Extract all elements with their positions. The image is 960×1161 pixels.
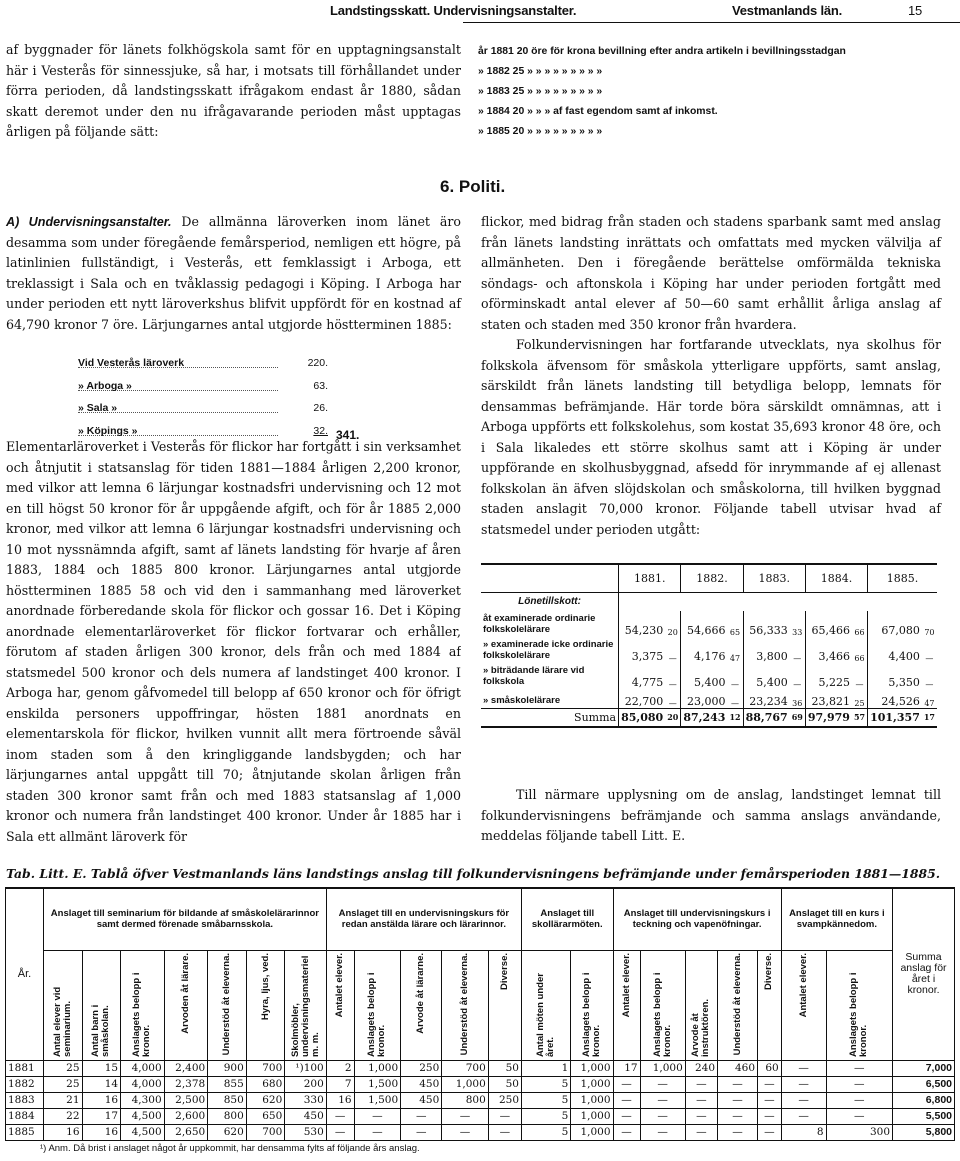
salary-row	[481, 611, 937, 637]
footnote: ¹) Anm. Då brist i anslaget något år uppkommit, har densamma fylts af följande års anslag.	[40, 1143, 420, 1154]
salary-sum-row	[481, 708, 937, 727]
data-cell: 50	[488, 1060, 521, 1076]
data-cell: —	[685, 1076, 717, 1092]
table-row	[6, 1060, 955, 1076]
tax-lines	[478, 42, 958, 142]
data-cell: 2,400	[164, 1060, 208, 1076]
group-header: Anslaget till en kurs i svampkännedom.	[781, 888, 892, 950]
table-row	[6, 1092, 955, 1108]
tax-line: » 1884 20 » » » af fast egendom samt af inkomst.	[478, 106, 718, 117]
year-header: 1885.	[886, 571, 919, 585]
table-row	[6, 1124, 955, 1140]
salary-value: 54,666	[686, 624, 726, 637]
sum-cell: 5,500	[893, 1108, 955, 1124]
data-cell: 4,500	[121, 1124, 165, 1140]
data-cell: —	[401, 1108, 442, 1124]
running-header-right: Vestmanlands län.	[732, 3, 843, 18]
salary-sum-fraction: 12	[727, 708, 743, 727]
column-header: Hyra, ljus, ved.	[246, 950, 285, 1060]
salary-value: 23,000	[686, 694, 726, 708]
data-cell: 7	[326, 1076, 354, 1092]
group-header: Anslaget till undervisningskurs i teckning och vapenöfningar.	[613, 888, 781, 950]
salary-value: 3,375	[631, 650, 664, 663]
year-header: 1882.	[681, 564, 743, 592]
column-header: Antal möten under året.	[522, 950, 571, 1060]
data-cell: 15	[82, 1060, 121, 1076]
column-header: Antalet elever.	[326, 950, 354, 1060]
tax-line: » 1883 25 » » » » » » » » »	[478, 86, 603, 97]
data-cell: 4,500	[121, 1108, 165, 1124]
table-row	[6, 1076, 955, 1092]
salary-fraction: —	[665, 689, 681, 708]
salary-value: 5,350	[888, 676, 920, 689]
data-cell: —	[640, 1076, 685, 1092]
salary-sum-fraction: 17	[923, 712, 935, 723]
data-cell: 250	[488, 1092, 521, 1108]
salary-row	[481, 689, 937, 708]
year-cell: 1881	[6, 1060, 44, 1076]
data-cell: —	[442, 1108, 489, 1124]
paragraph-text: De allmänna läroverken inom länet äro desamma som under föregående femårsperiod, nemligen ett högre, på latinlinien fullständigt, i Vesterås, ett femklassigt i Arboga, ett treklassigt i Sala och en tvåklassig pedagogi i Köping. I Arboga har under perioden ett nytt läroverkshus blifvit uppfördt för en kostnad af 64,790 kronor 7 öre. Lärjungarnes antal utgjorde höstterminen 1885:	[6, 214, 462, 332]
data-cell: 4,300	[121, 1092, 165, 1108]
column-header: Arvode åt lärarne.	[401, 950, 442, 1060]
right-paragraph-2: Folkundervisningen har fortfarande utvecklats, nya skolhus för folkskola äfvensom för småskola ytterligare uppförts, samt anslag, särskildt från länets landsting till betydliga belopp, lemnats för densammas befrämjande. Här torde böra särskildt omnämnas, att i Arboga uppförts ett folkskolehus, som kostat 35,693 kronor 48 öre, och i Sala likaledes ett större skolhus samt att i Köping är under uppförande en skolhusbyggnad, afsedd för inrymmande af ej allenast folkskolan än äfven slöjdskolan och småskolorna, till hvilken byggnad staden anslagit 70,000 kronor. Följande tabell utvisar hvad af statsmedel under perioden utgått:	[481, 337, 941, 537]
column-header: Anslagets belopp i kronor.	[121, 950, 165, 1060]
salary-sum: 97,979	[807, 710, 850, 724]
data-cell: —	[758, 1092, 782, 1108]
data-cell: —	[781, 1108, 826, 1124]
salary-fraction: 36	[790, 689, 806, 708]
column-header: Anslagets belopp i kronor.	[826, 950, 892, 1060]
data-cell: 850	[208, 1092, 247, 1108]
salary-row-label: åt examinerade ordinarie folkskolelärare	[481, 611, 619, 637]
year-header: 1884.	[805, 564, 867, 592]
column-header: Skolmöbler, undervisningsmateriel m. m.	[285, 950, 326, 1060]
data-cell: 1	[522, 1060, 571, 1076]
section-title: 6. Politi.	[440, 177, 506, 196]
data-cell: 50	[488, 1076, 521, 1092]
data-cell: —	[781, 1076, 826, 1092]
year-cell: 1883	[6, 1092, 44, 1108]
salary-row	[481, 637, 937, 663]
data-cell: —	[354, 1108, 401, 1124]
data-cell: 8	[781, 1124, 826, 1140]
data-cell: 1,000	[354, 1060, 401, 1076]
salary-row	[481, 663, 937, 689]
column-header: Understöd åt eleverna.	[718, 950, 758, 1060]
sum-cell: 7,000	[893, 1060, 955, 1076]
sum-label: Summa	[481, 708, 619, 727]
data-cell: —	[442, 1124, 489, 1140]
data-cell: —	[640, 1092, 685, 1108]
salary-value: 3,466	[818, 650, 850, 663]
data-cell: —	[640, 1108, 685, 1124]
salary-value: 67,080	[881, 624, 920, 637]
salary-fraction: —	[925, 680, 934, 689]
school-row: » Arboga » 63.	[78, 375, 398, 398]
data-cell: 5	[522, 1092, 571, 1108]
data-cell: 1,000	[571, 1108, 613, 1124]
data-cell: ¹)100	[285, 1060, 326, 1076]
salary-sum: 101,357	[870, 710, 920, 724]
column-header: Arvode åt instruktören.	[685, 950, 717, 1060]
data-cell: 460	[718, 1060, 758, 1076]
year-cell: 1884	[6, 1108, 44, 1124]
salary-row-label: » biträdande lärare vid folkskola	[481, 663, 619, 689]
data-cell: 2	[326, 1060, 354, 1076]
tax-line: » 1885 20 » » » » » » » » »	[478, 126, 603, 137]
salary-fraction: —	[665, 663, 681, 689]
tax-line: år 1881 20 öre för krona bevillning efter andra artikeln i bevillningsstadgan	[478, 46, 846, 57]
data-cell: —	[718, 1124, 758, 1140]
right-paragraph-1: flickor, med bidrag från staden och stadens sparbank samt med anslag från länets landsting inrättats och omfattats med mycken välvilja af allmänheten. Den i föregående berättelse omförmälda tekniska söndags- och aftonskola i Köping har under perioden fortgått med oförminskadt antal elever af 50—60 samt erhållit årliga anslag af staten och staden med 350 kronor från hvardera.	[481, 214, 941, 332]
data-cell: —	[685, 1108, 717, 1124]
data-cell: 800	[442, 1092, 489, 1108]
intro-paragraph: af byggnader för länets folkhögskola samt för en upptagningsanstalt här i Vesterås för sinnessjuke, så har, i motsats till förhållandet under förra perioden, då landstingsskatt ifrågakom endast år 1880, sådan skatt deremot under den nu ifrågavarande perioden måst upptagas årligen på följande sätt:	[6, 42, 461, 139]
sum-column-header: Summa anslag för året i kronor.	[893, 888, 955, 1060]
data-cell: 5	[522, 1108, 571, 1124]
running-header-left: Landstingsskatt. Undervisningsanstalter.	[330, 3, 577, 18]
sum-cell: 6,800	[893, 1092, 955, 1108]
data-cell: 240	[685, 1060, 717, 1076]
salary-row-label: » småskolelärare	[481, 689, 619, 708]
salary-sum-fraction: 57	[852, 708, 868, 727]
column-header: Antalet elever.	[613, 950, 640, 1060]
salary-fraction: —	[665, 637, 681, 663]
header-rule	[463, 22, 960, 23]
salary-value: 4,400	[888, 650, 920, 663]
salary-fraction: 33	[790, 611, 806, 637]
group-header: Anslaget till en undervisningskurs för redan anstälda lärare och lärarinnor.	[326, 888, 521, 950]
year-header: 1883.	[743, 564, 805, 592]
data-cell: 700	[442, 1060, 489, 1076]
data-cell: —	[685, 1092, 717, 1108]
group-label: Lönetillskott:	[481, 592, 619, 611]
data-cell: —	[640, 1124, 685, 1140]
salary-fraction: 20	[665, 611, 681, 637]
data-cell: 450	[401, 1092, 442, 1108]
data-cell: —	[718, 1076, 758, 1092]
data-cell: 700	[246, 1124, 285, 1140]
sum-cell: 5,800	[893, 1124, 955, 1140]
tab-e-table	[5, 887, 957, 1141]
data-cell: 1,000	[571, 1092, 613, 1108]
data-cell: —	[326, 1124, 354, 1140]
column-header: Anslagets belopp i kronor.	[640, 950, 685, 1060]
salary-fraction: 66	[852, 611, 868, 637]
salary-fraction: 47	[924, 698, 935, 708]
salary-sum-fraction: 20	[665, 708, 681, 727]
salary-value: 65,466	[811, 624, 850, 637]
data-cell: 16	[44, 1124, 83, 1140]
data-cell: 16	[82, 1124, 121, 1140]
salary-fraction: 65	[727, 611, 743, 637]
data-cell: 16	[326, 1092, 354, 1108]
school-row: » Köpings » 32. 341.	[78, 420, 398, 443]
year-cell: 1885	[6, 1124, 44, 1140]
left-paragraph-1	[6, 212, 461, 335]
data-cell: 17	[82, 1108, 121, 1124]
column-header: Anslagets belopp i kronor.	[571, 950, 613, 1060]
data-cell: 680	[246, 1076, 285, 1092]
data-cell: 450	[285, 1108, 326, 1124]
salary-value: 56,333	[749, 624, 788, 637]
data-cell: 450	[401, 1076, 442, 1092]
data-cell: —	[685, 1124, 717, 1140]
salary-fraction: —	[727, 689, 743, 708]
salary-value: 4,176	[693, 650, 726, 663]
right-paragraph-3: Till närmare upplysning om de anslag, landstinget lemnat till folkundervisningens befrämjande och samma anslags användande, meddelas följande tabell Litt. E.	[481, 787, 941, 843]
data-cell: 650	[246, 1108, 285, 1124]
column-header: Diverse.	[488, 950, 521, 1060]
page-number: 15	[908, 3, 923, 18]
table-row	[6, 1108, 955, 1124]
salary-value: 5,225	[818, 676, 850, 689]
data-cell: —	[826, 1076, 892, 1092]
data-cell: —	[758, 1076, 782, 1092]
data-cell: 620	[246, 1092, 285, 1108]
salary-value: 5,400	[693, 676, 726, 689]
data-cell: 1,000	[571, 1076, 613, 1092]
data-cell: —	[488, 1124, 521, 1140]
data-cell: 200	[285, 1076, 326, 1092]
data-cell: 60	[758, 1060, 782, 1076]
column-header: Understöd åt eleverna.	[442, 950, 489, 1060]
school-list	[78, 352, 398, 442]
data-cell: 17	[613, 1060, 640, 1076]
data-cell: —	[613, 1092, 640, 1108]
data-cell: 21	[44, 1092, 83, 1108]
school-row: Vid Vesterås läroverk 220.	[78, 352, 398, 375]
salary-value: 3,800	[756, 650, 788, 663]
data-cell: —	[354, 1124, 401, 1140]
data-cell: 250	[401, 1060, 442, 1076]
data-cell: 22	[44, 1108, 83, 1124]
sum-cell: 6,500	[893, 1076, 955, 1092]
year-cell: 1882	[6, 1076, 44, 1092]
data-cell: 1,000	[571, 1060, 613, 1076]
data-cell: 900	[208, 1060, 247, 1076]
data-cell: 330	[285, 1092, 326, 1108]
data-cell: 4,000	[121, 1076, 165, 1092]
data-cell: 25	[44, 1060, 83, 1076]
left-paragraph-2: Elementarläroverket i Vesterås för flickor har fortgått i sin verksamhet och åtnjutit i statsanslag för tiden 1881—1884 årligen 2,200 kronor, med vilkor att lemna 6 lärjungar kostnadsfri undervisning och 12 mot en till högst 50 kronor för år uppgående afgift, och för år 1885 2,000 kronor, med vilkor att lemna 6 lärjungar kostnadsfri undervisning och 10 mot nyssnämnda afgift, samt af länets landsting för hvarje af åren 1883, 1884 och 1885 800 kronor. Lärjungarnes antal utgjorde höstterminen 1885 58 och vid den i sammanhang med läroverket anordnade förberedande skola för flickor och gossar 16. Det i Köping anordnade elementarläroverket för flickor fortvarar och erhåller, förutom af staden årligen 300 kronor, dels från och med 1884 af statsmedel 500 kronor och dels numera af landstinget 400 kronor. I Arboga har, genom gåfvomedel till belopp af 650 kronor och för öfrigt enskilda personers uppoffringar, hösten 1881 anordnats en elementarskola för flickor, hvilken vunnit allt mera förtroende såväl inom staden som å den kringliggande landsbygden; och har lärjungarnes antal uppgått till 70; åtnjutande skolan årligen från staden 300 kronor samt från och med 1883 statsanslag af 1,000 kronor och numera från landstinget 400 kronor. Under år 1885 har i Sala ett allmänt läroverk för	[6, 439, 461, 844]
salary-fraction: 70	[924, 628, 935, 637]
salary-table	[481, 563, 941, 728]
data-cell: —	[718, 1108, 758, 1124]
salary-value: 54,230	[624, 624, 664, 637]
data-cell: 2,378	[164, 1076, 208, 1092]
salary-sum: 88,767	[745, 710, 788, 724]
year-header: 1881.	[619, 564, 681, 592]
school-row: » Sala » 26.	[78, 397, 398, 420]
data-cell: 16	[82, 1092, 121, 1108]
salary-sum: 87,243	[683, 710, 726, 724]
data-cell: 300	[826, 1124, 892, 1140]
data-cell: —	[488, 1108, 521, 1124]
data-cell: 620	[208, 1124, 247, 1140]
data-cell: 1,000	[640, 1060, 685, 1076]
data-cell: 2,500	[164, 1092, 208, 1108]
data-cell: —	[613, 1108, 640, 1124]
salary-fraction: 47	[727, 637, 743, 663]
salary-row-label: » examinerade icke ordinarie folkskolelärare	[481, 637, 619, 663]
data-cell: —	[613, 1076, 640, 1092]
data-cell: —	[826, 1108, 892, 1124]
salary-fraction: —	[727, 663, 743, 689]
data-cell: —	[826, 1060, 892, 1076]
salary-sum-fraction: 69	[790, 708, 806, 727]
salary-value: 23,234	[749, 694, 788, 708]
salary-value: 24,526	[881, 694, 920, 708]
data-cell: —	[401, 1124, 442, 1140]
column-header: Understöd åt eleverna.	[208, 950, 247, 1060]
data-cell: 5	[522, 1124, 571, 1140]
data-cell: —	[758, 1124, 782, 1140]
column-header: Antal elever vid seminarium.	[44, 950, 83, 1060]
salary-fraction: —	[790, 637, 806, 663]
left-column	[6, 212, 461, 335]
data-cell: 1,500	[354, 1076, 401, 1092]
data-cell: 700	[246, 1060, 285, 1076]
data-cell: 855	[208, 1076, 247, 1092]
school-total: 341.	[336, 427, 360, 442]
data-cell: 800	[208, 1108, 247, 1124]
data-cell: 2,600	[164, 1108, 208, 1124]
group-header: Anslaget till seminarium för bildande af småskolelärarinnor samt dermed förenade småbarnsskola.	[44, 888, 327, 950]
data-cell: —	[781, 1060, 826, 1076]
data-cell: 1,000	[442, 1076, 489, 1092]
salary-value: 5,400	[756, 676, 788, 689]
salary-sum: 85,080	[621, 710, 664, 724]
salary-value: 4,775	[631, 676, 664, 689]
data-cell: 530	[285, 1124, 326, 1140]
tab-e-caption: Tab. Litt. E. Tablå öfver Vestmanlands läns landstings anslag till folkundervisningens befrämjande under femårsperioden 1881—1885.	[6, 866, 941, 881]
data-cell: 1,500	[354, 1092, 401, 1108]
data-cell: 5	[522, 1076, 571, 1092]
salary-fraction: —	[852, 663, 868, 689]
salary-value: 22,700	[624, 694, 664, 708]
column-header: Arvoden åt lärare.	[164, 950, 208, 1060]
salary-fraction: 25	[852, 689, 868, 708]
salary-fraction: —	[790, 663, 806, 689]
year-column-header: År.	[6, 888, 44, 1060]
section-heading: A) Undervisningsanstalter.	[6, 215, 172, 229]
data-cell: 4,000	[121, 1060, 165, 1076]
data-cell: —	[781, 1092, 826, 1108]
group-header: Anslaget till skollärarmöten.	[522, 888, 614, 950]
data-cell: —	[826, 1092, 892, 1108]
data-cell: 2,650	[164, 1124, 208, 1140]
column-header: Antalet elever.	[781, 950, 826, 1060]
column-header: Diverse.	[758, 950, 782, 1060]
data-cell: 14	[82, 1076, 121, 1092]
column-header: Antal barn i småskolan.	[82, 950, 121, 1060]
data-cell: —	[758, 1108, 782, 1124]
tax-line: » 1882 25 » » » » » » » » »	[478, 66, 603, 77]
salary-value: 23,821	[811, 694, 850, 708]
data-cell: —	[326, 1108, 354, 1124]
column-header: Anslagets belopp i kronor.	[354, 950, 401, 1060]
salary-fraction: 66	[852, 637, 868, 663]
salary-fraction: —	[925, 654, 934, 663]
data-cell: 1,000	[571, 1124, 613, 1140]
data-cell: 25	[44, 1076, 83, 1092]
data-cell: —	[718, 1092, 758, 1108]
data-cell: —	[613, 1124, 640, 1140]
